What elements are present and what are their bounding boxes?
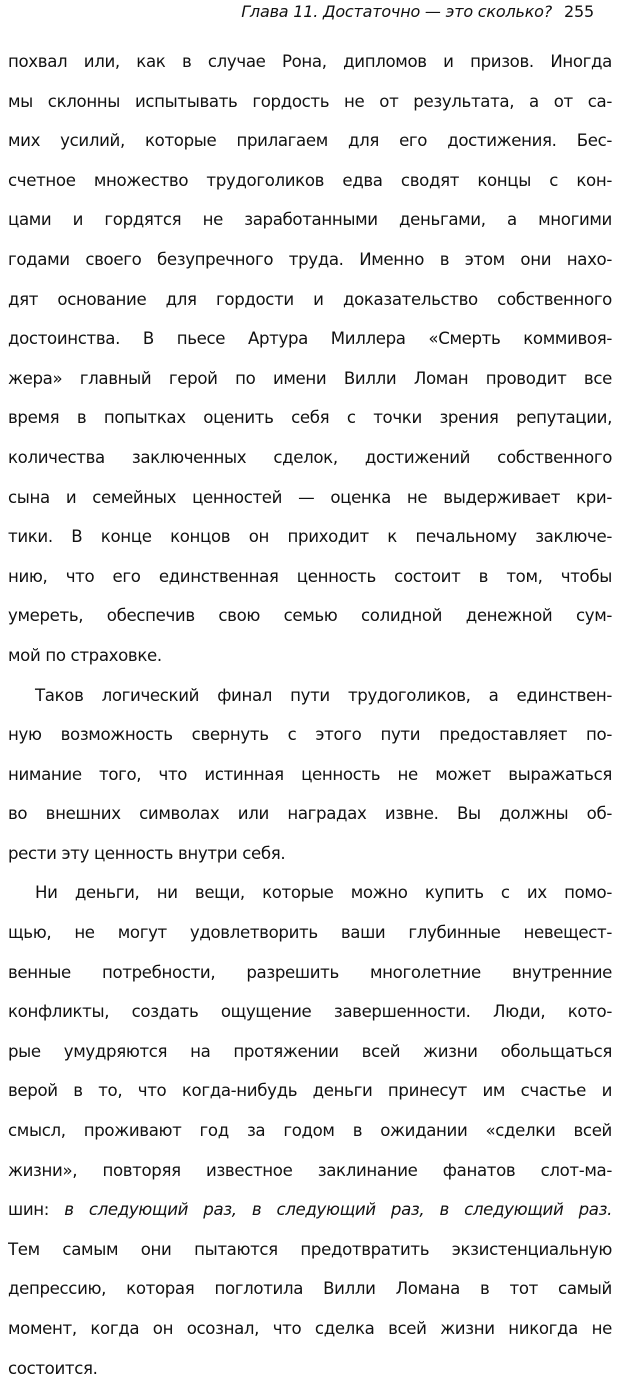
text-line: Тем самым они пытаются предотвратить экзистенциальную bbox=[8, 1239, 612, 1259]
text-line: время в попытках оценить себя с точки зрения репутации, bbox=[8, 408, 612, 428]
text-line: цами и гордятся не заработанными деньгами, а многими bbox=[8, 210, 612, 230]
text-line: жизни», повторяя известное заклинание фанатов слот-ма- bbox=[8, 1160, 612, 1180]
emphasized-phrase: в следующий раз, в следующий раз, в следующий раз. bbox=[64, 1200, 612, 1220]
page-number: 255 bbox=[564, 2, 594, 21]
text-line: годами своего безупречного труда. Именно в этом они нахо- bbox=[8, 249, 612, 269]
text-line: Таков логический финал пути трудоголиков, а единствен- bbox=[35, 685, 612, 705]
chapter-title: Глава 11. Достаточно — это сколько? bbox=[241, 2, 553, 21]
text-line: ную возможность свернуть с этого пути предоставляет по- bbox=[8, 725, 612, 745]
text-line: нимание того, что истинная ценность не может выражаться bbox=[8, 764, 612, 784]
text-line: депрессию, которая поглотила Вилли Ломана в тот самый bbox=[8, 1279, 612, 1299]
text-line: конфликты, создать ощущение завершенности. Люди, кото- bbox=[8, 1002, 612, 1022]
text-line: достоинства. В пьесе Артура Миллера «Смерть коммивоя- bbox=[8, 329, 612, 349]
text-fragment: шин: bbox=[8, 1200, 65, 1220]
body-text bbox=[8, 42, 612, 1388]
text-line: момент, когда он осознал, что сделка всей жизни никогда не bbox=[8, 1319, 612, 1338]
text-line: тики. В конце концов он приходит к печальному заключе- bbox=[8, 527, 612, 547]
text-line: мой по страховке. bbox=[8, 645, 162, 665]
text-line: Ни деньги, ни вещи, которые можно купить с их помо- bbox=[35, 883, 612, 903]
text-line: рести эту ценность внутри себя. bbox=[8, 843, 286, 863]
text-line: щью, не могут удовлетворить ваши глубинные невещест- bbox=[8, 923, 612, 943]
text-line: нию, что его единственная ценность состоит в том, чтобы bbox=[8, 566, 612, 586]
text-line: венные потребности, разрешить многолетние внутренние bbox=[8, 962, 612, 982]
text-line: смысл, проживают год за годом в ожидании «сделки всей bbox=[8, 1121, 612, 1141]
text-line: жера» главный герой по имени Вилли Ломан проводит все bbox=[8, 368, 612, 388]
text-line: сына и семейных ценностей — оценка не выдерживает кри- bbox=[8, 487, 612, 507]
text-line: похвал или, как в случае Рона, дипломов и призов. Иногда bbox=[8, 52, 612, 71]
text-line: мы склонны испытывать гордость не от результата, а от са- bbox=[8, 91, 612, 111]
text-line: умереть, обеспечив свою семью солидной денежной сум- bbox=[8, 606, 612, 626]
text-line: состоится. bbox=[8, 1358, 98, 1378]
text-line: рые умудряются на протяжении всей жизни обольщаться bbox=[8, 1041, 612, 1061]
text-line: мих усилий, которые прилагаем для его достижения. Бес- bbox=[8, 131, 612, 151]
text-line: количества заключенных сделок, достижений собственного bbox=[8, 447, 612, 467]
text-line: во внешних символах или наградах извне. Вы должны об- bbox=[8, 804, 612, 824]
text-line: дят основание для гордости и доказательство собственного bbox=[8, 289, 612, 309]
running-head bbox=[241, 2, 594, 21]
text-line: счетное множество трудоголиков едва сводят концы с кон- bbox=[8, 170, 612, 190]
text-line-italic-phrase bbox=[8, 1190, 612, 1230]
text-line: верой в то, что когда-нибудь деньги принесут им счастье и bbox=[8, 1081, 612, 1101]
